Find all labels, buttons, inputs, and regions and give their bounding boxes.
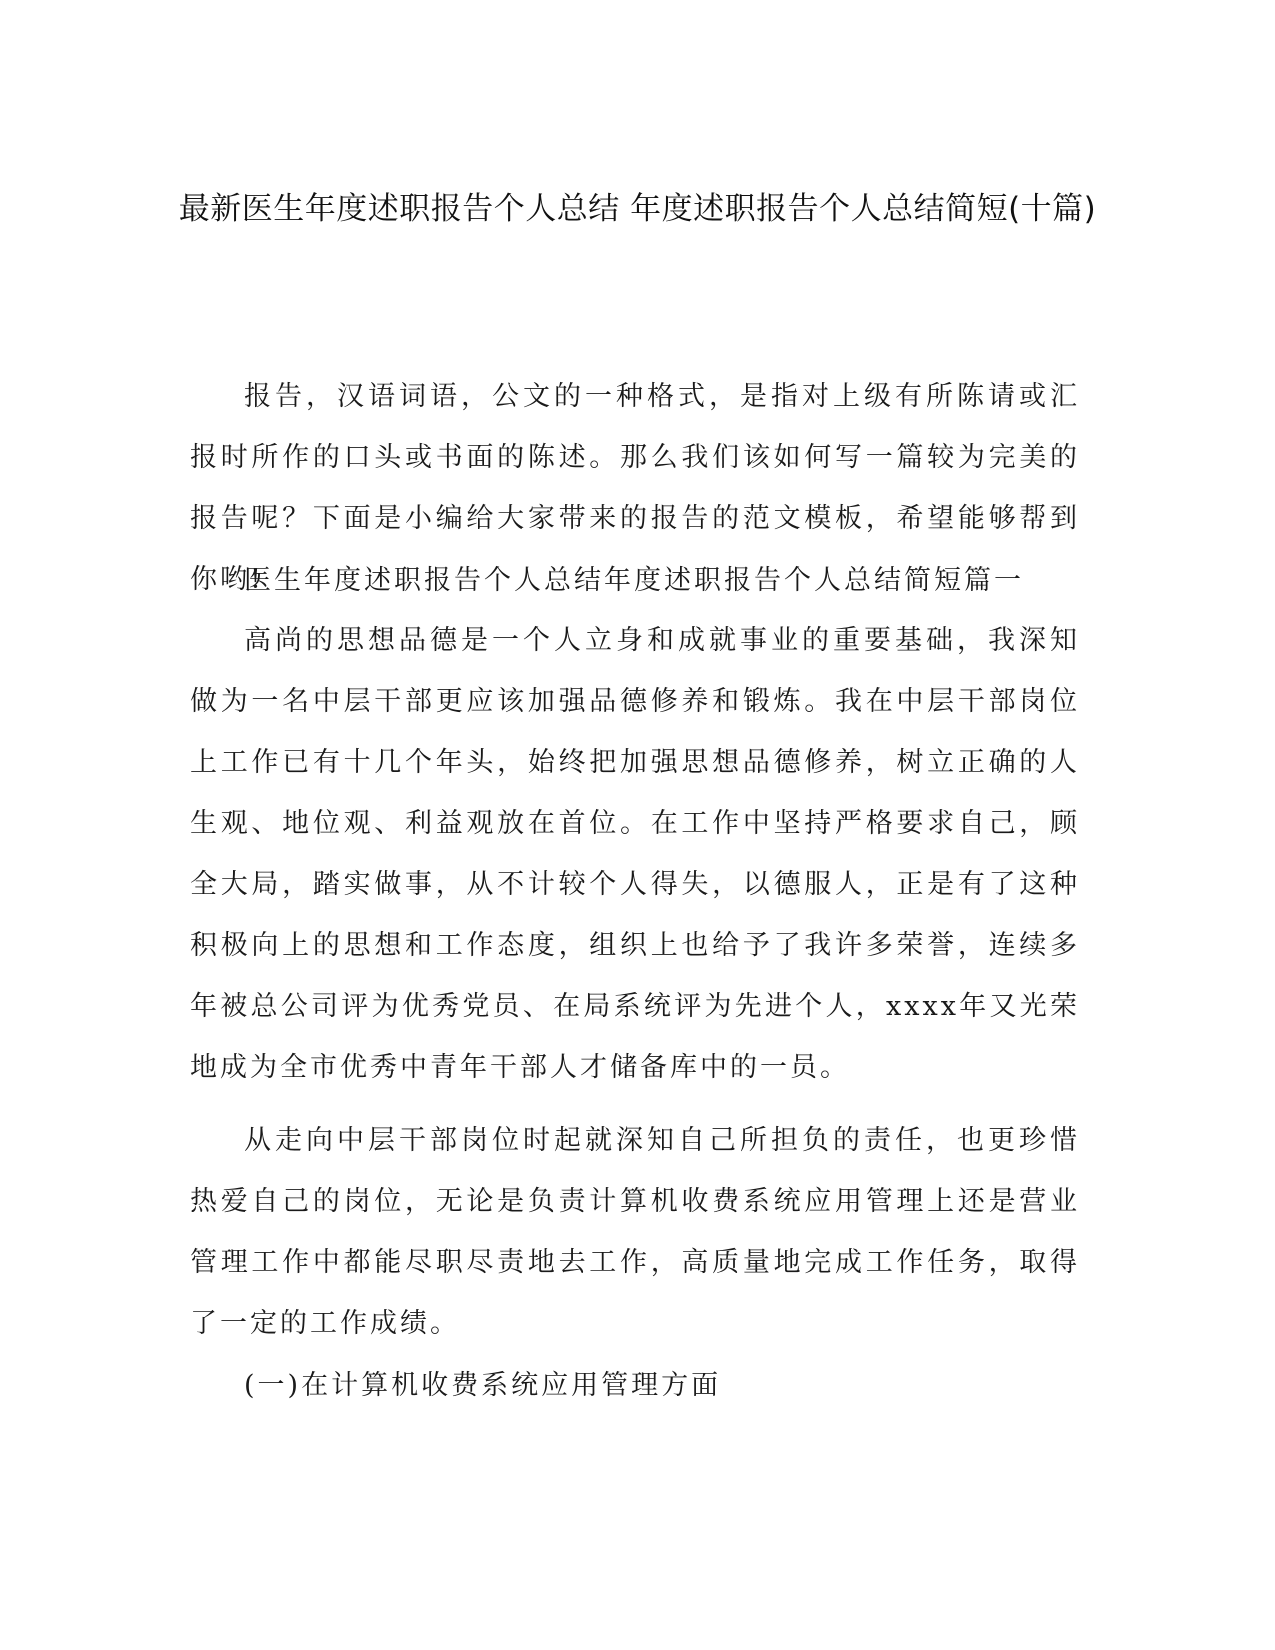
body-paragraph: 高尚的思想品德是一个人立身和成就事业的重要基础，我深知做为一名中层干部更应该加强品德修养和锻炼。我在中层干部岗位上工作已有十几个年头，始终把加强思想品德修养，树立正确的人生观、地位观、利益观放在首位。在工作中坚持严格要求自己，顾全大局，踏实做事，从不计较个人得失，以德服人，正是有了这种积极向上的思想和工作态度，组织上也给予了我许多荣誉，连续多年被总公司评为优秀党员、在局系统评为先进个人，xxxx年又光荣地成为全市优秀中青年干部人才储备库中的一员。 (190, 625, 1080, 1083)
section-heading: 医生年度述职报告个人总结年度述职报告个人总结简短篇一 (244, 565, 1024, 596)
document-title: 最新医生年度述职报告个人总结 年度述职报告个人总结简短(十篇) (178, 191, 1097, 227)
intro-paragraph: 报告，汉语词语，公文的一种格式，是指对上级有所陈请或汇报时所作的口头或书面的陈述。那么我们该如何写一篇较为完美的报告呢？下面是小编给大家带来的报告的范文模板，希望能够帮到你哟! (190, 381, 1080, 595)
body-paragraph: 从走向中层干部岗位时起就深知自己所担负的责任，也更珍惜热爱自己的岗位，无论是负责计算机收费系统应用管理上还是营业管理工作中都能尽职尽责地去工作，高质量地完成工作任务，取得了一定的工作成绩。 (190, 1125, 1080, 1339)
subsection-heading: (一)在计算机收费系统应用管理方面 (244, 1370, 722, 1401)
